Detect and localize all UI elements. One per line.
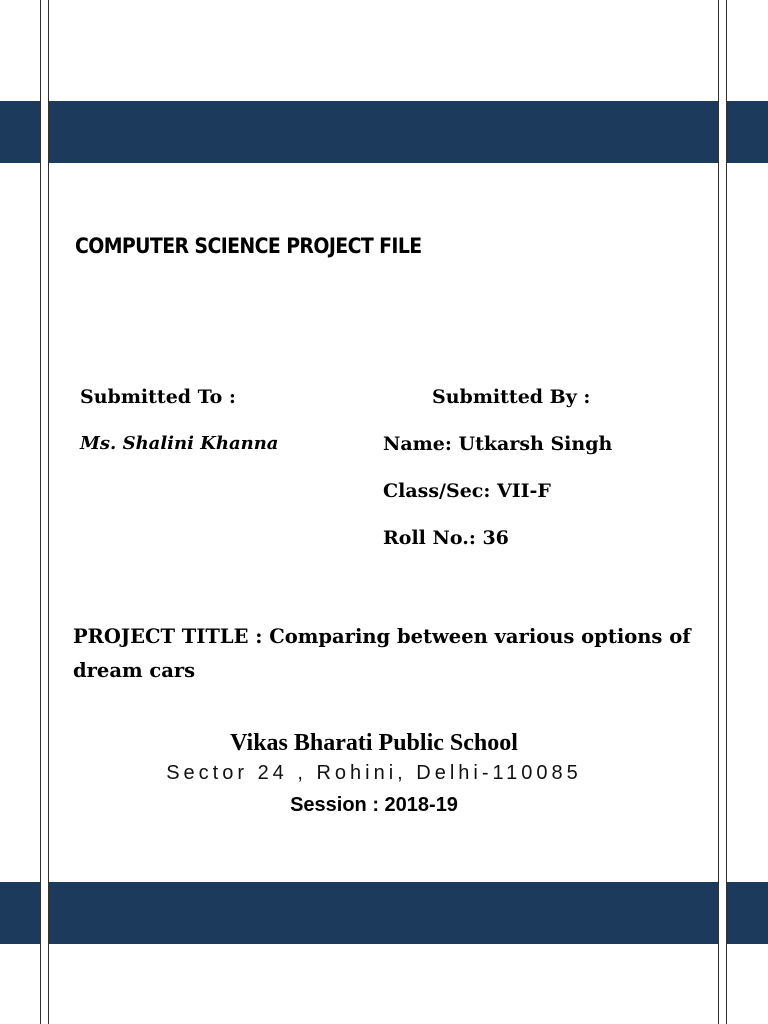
- top-band-left: [0, 101, 40, 163]
- student-name: Name: Utkarsh Singh: [383, 433, 613, 455]
- left-outer-border: [40, 0, 41, 1024]
- right-inner-border: [718, 0, 719, 1024]
- page-title: COMPUTER SCIENCE PROJECT FILE: [75, 234, 422, 258]
- student-roll-number: Roll No.: 36: [383, 527, 509, 549]
- school-address: Sector 24 , Rohini, Delhi-110085: [166, 762, 582, 784]
- top-band: [49, 101, 718, 163]
- submitted-to-label: Submitted To :: [80, 386, 236, 408]
- bottom-band-left: [0, 882, 40, 944]
- top-band-right: [727, 101, 768, 163]
- project-title: PROJECT TITLE : Comparing between various options of dream cars: [73, 625, 691, 682]
- school-name: Vikas Bharati Public School: [230, 730, 518, 756]
- session-label: Session : 2018-19: [290, 794, 458, 816]
- student-class-section: Class/Sec: VII-F: [383, 480, 551, 502]
- bottom-band: [49, 882, 718, 944]
- teacher-name: Ms. Shalini Khanna: [80, 433, 279, 454]
- bottom-band-right: [727, 882, 768, 944]
- submitted-by-label: Submitted By :: [432, 386, 591, 408]
